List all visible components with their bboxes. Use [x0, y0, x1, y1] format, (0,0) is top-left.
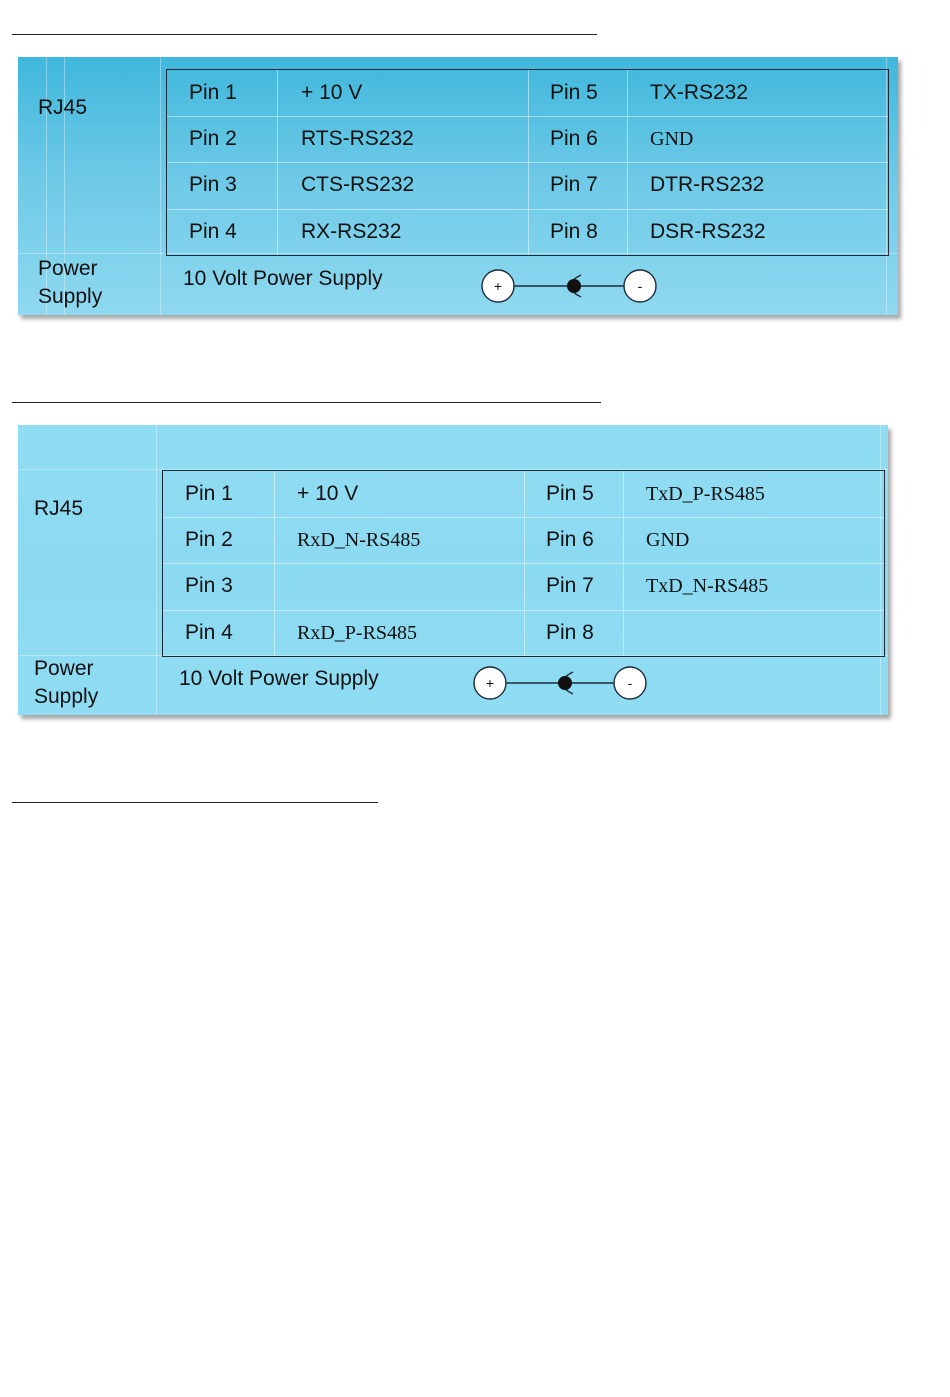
pin-number: Pin 5 — [546, 482, 594, 505]
pin-number: Pin 1 — [185, 482, 233, 505]
section-rule-1 — [12, 34, 597, 35]
pin-signal: + 10 V — [301, 81, 363, 104]
pin-number: Pin 2 — [185, 528, 233, 551]
pin-row — [167, 116, 888, 162]
positive-terminal-icon — [474, 667, 506, 699]
pin-number: Pin 7 — [546, 574, 594, 597]
pin-table — [166, 69, 889, 256]
pin-number: Pin 3 — [189, 173, 237, 196]
pin-number: Pin 5 — [550, 81, 598, 104]
power-supply-label: Power Supply — [34, 657, 99, 708]
polarity-diagram — [473, 664, 653, 704]
pin-signal: RxD_N-RS485 — [297, 529, 421, 551]
pin-row — [167, 209, 888, 255]
rs485-pinout-panel — [18, 425, 888, 715]
pin-signal: GND — [650, 128, 694, 150]
pin-signal: TxD_N-RS485 — [646, 575, 769, 597]
polarity-diagram — [481, 267, 661, 307]
rs232-pinout-panel — [18, 57, 898, 315]
negative-terminal-icon — [614, 667, 646, 699]
pin-signal: DTR-RS232 — [650, 173, 765, 196]
svg-text:-: - — [627, 675, 633, 691]
power-supply-label: Power Supply — [38, 257, 103, 308]
svg-text:-: - — [637, 278, 643, 294]
pin-row — [163, 471, 884, 517]
svg-text:+: + — [493, 278, 503, 294]
pin-signal: + 10 V — [297, 482, 359, 505]
pin-number: Pin 4 — [189, 220, 237, 243]
pin-number: Pin 8 — [546, 621, 594, 644]
pin-signal: CTS-RS232 — [301, 173, 415, 196]
pin-number: Pin 1 — [189, 81, 237, 104]
pin-signal: RX-RS232 — [301, 220, 402, 243]
pin-number: Pin 8 — [550, 220, 598, 243]
pin-row — [163, 563, 884, 609]
pin-number: Pin 2 — [189, 127, 237, 150]
pin-number: Pin 6 — [546, 528, 594, 551]
pin-signal: DSR-RS232 — [650, 220, 766, 243]
pin-row — [163, 610, 884, 656]
pin-number: Pin 3 — [185, 574, 233, 597]
pin-signal: TxD_P-RS485 — [646, 483, 765, 505]
pin-signal: RTS-RS232 — [301, 127, 414, 150]
pin-number: Pin 6 — [550, 127, 598, 150]
pin-table — [162, 470, 885, 657]
power-supply-text: 10 Volt Power Supply — [179, 667, 379, 690]
section-rule-2 — [12, 402, 601, 403]
pin-number: Pin 7 — [550, 173, 598, 196]
rj45-label: RJ45 — [34, 497, 84, 520]
pin-signal: TX-RS232 — [650, 81, 749, 104]
power-supply-text: 10 Volt Power Supply — [183, 267, 383, 290]
pin-signal: GND — [646, 529, 690, 551]
pin-signal: RxD_P-RS485 — [297, 622, 418, 644]
pin-number: Pin 4 — [185, 621, 233, 644]
rj45-label: RJ45 — [38, 96, 88, 119]
positive-terminal-icon — [482, 270, 514, 302]
pin-row — [163, 517, 884, 563]
pin-row — [167, 70, 888, 116]
svg-text:+: + — [485, 675, 495, 691]
negative-terminal-icon — [624, 270, 656, 302]
pin-row — [167, 162, 888, 208]
section-rule-3 — [12, 802, 378, 803]
